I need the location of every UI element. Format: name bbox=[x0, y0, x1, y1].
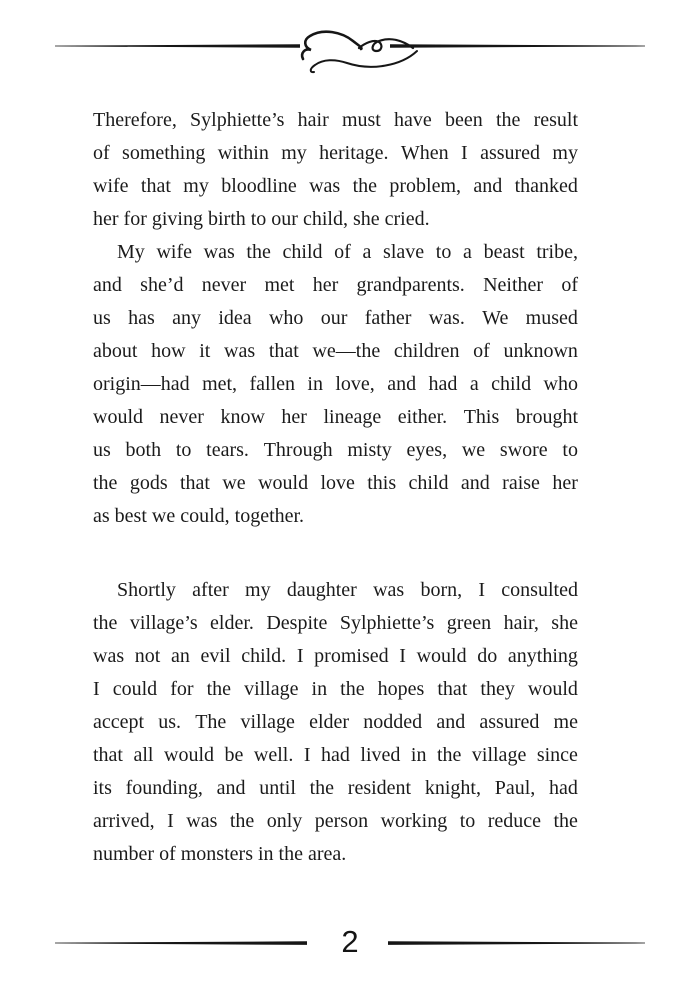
page-body bbox=[93, 104, 578, 871]
paragraph bbox=[93, 574, 578, 871]
text-line: her for giving birth to our child, she cried. bbox=[93, 208, 430, 230]
text-line: us has any idea who our father was. We mused bbox=[93, 307, 578, 329]
text-line: accept us. The village elder nodded and assured me bbox=[93, 711, 578, 733]
text-line: the gods that we would love this child and raise her bbox=[93, 472, 578, 494]
text-line: would never know her lineage either. This brought bbox=[93, 406, 578, 428]
text-line: the village’s elder. Despite Sylphiette’s green hair, she bbox=[93, 612, 578, 634]
text-line: number of monsters in the area. bbox=[93, 843, 347, 865]
text-line: about how it was that we—the children of unknown bbox=[93, 340, 578, 362]
text-line: and she’d never met her grandparents. Neither of bbox=[93, 274, 578, 296]
header-flourish-icon bbox=[55, 28, 645, 80]
text-line: of something within my heritage. When I assured my bbox=[93, 142, 578, 164]
paragraph bbox=[93, 104, 578, 236]
text-line: arrived, I was the only person working to reduce the bbox=[93, 810, 578, 832]
header-rule-left bbox=[55, 44, 300, 48]
page-number: 2 bbox=[341, 924, 359, 959]
text-line: was not an evil child. I promised I would do anything bbox=[93, 645, 578, 667]
text-line: that all would be well. I had lived in the village since bbox=[93, 744, 578, 766]
text-line: its founding, and until the resident knight, Paul, had bbox=[93, 777, 578, 799]
text-line: origin—had met, fallen in love, and had a child who bbox=[93, 373, 578, 395]
text-line: My wife was the child of a slave to a beast tribe, bbox=[117, 241, 578, 263]
text-line: Therefore, Sylphiette’s hair must have been the result bbox=[93, 109, 578, 131]
text-line: as best we could, together. bbox=[93, 505, 305, 527]
swash-icon bbox=[302, 32, 417, 72]
header-rule-right bbox=[390, 44, 645, 48]
text-line: Shortly after my daughter was born, I consulted bbox=[117, 579, 578, 601]
paragraph bbox=[93, 236, 578, 533]
text-line: us both to tears. Through misty eyes, we swore to bbox=[93, 439, 578, 461]
text-line: I could for the village in the hopes that they would bbox=[93, 678, 578, 700]
text-line: wife that my bloodline was the problem, and thanked bbox=[93, 175, 578, 197]
